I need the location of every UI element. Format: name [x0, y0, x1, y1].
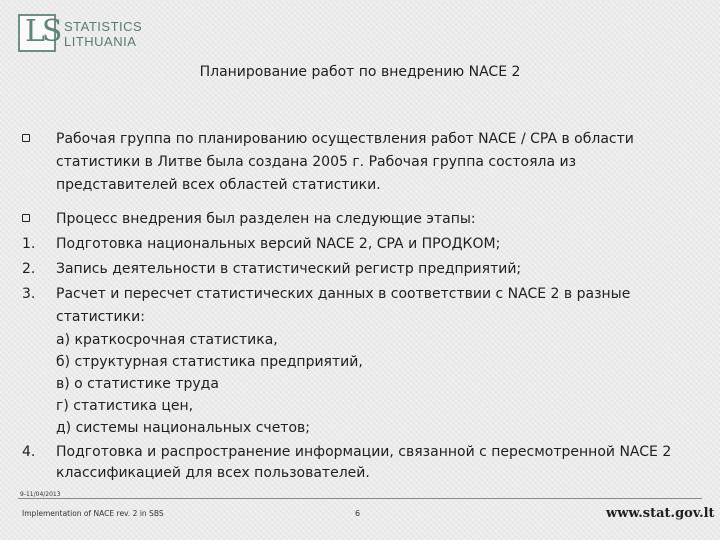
page-number: 6 [355, 509, 361, 518]
list-number: 1. [22, 236, 36, 252]
list-number: 2. [22, 261, 36, 277]
footer-caption: Implementation of NACE rev. 2 in SBS [22, 509, 164, 518]
logo-mark-letters: LS [25, 14, 60, 49]
page-title: Планирование работ по внедрению NACE 2 [199, 64, 521, 80]
logo-text [64, 19, 142, 49]
square-bullet-icon [22, 130, 42, 149]
logo-line-2: LITHUANIA [64, 34, 137, 49]
footer-date: 9-11/04/2013 [20, 491, 61, 498]
logo-mark [18, 14, 60, 52]
list-number: 4. [22, 444, 36, 460]
logo [18, 14, 168, 56]
footer-url: www.stat.gov.lt [606, 506, 715, 521]
logo-line-1: STATISTICS [64, 19, 143, 34]
square-bullet-icon [22, 210, 42, 229]
footer-divider [18, 498, 702, 499]
list-number: 3. [22, 286, 36, 302]
